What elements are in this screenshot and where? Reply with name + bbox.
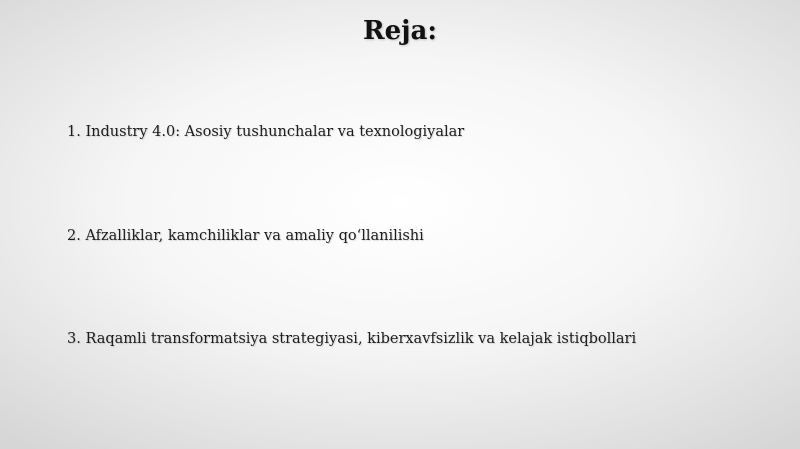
plan-item-3: 3. Raqamli transformatsiya strategiyasi, kiberxavfsizlik va kelajak istiqbollari <box>67 331 637 347</box>
slide-title: Reja: <box>362 16 437 46</box>
plan-item-1: 1. Industry 4.0: Asosiy tushunchalar va texnologiyalar <box>67 124 465 140</box>
plan-item-2: 2. Afzalliklar, kamchiliklar va amaliy qo‘llanilishi <box>67 228 424 244</box>
